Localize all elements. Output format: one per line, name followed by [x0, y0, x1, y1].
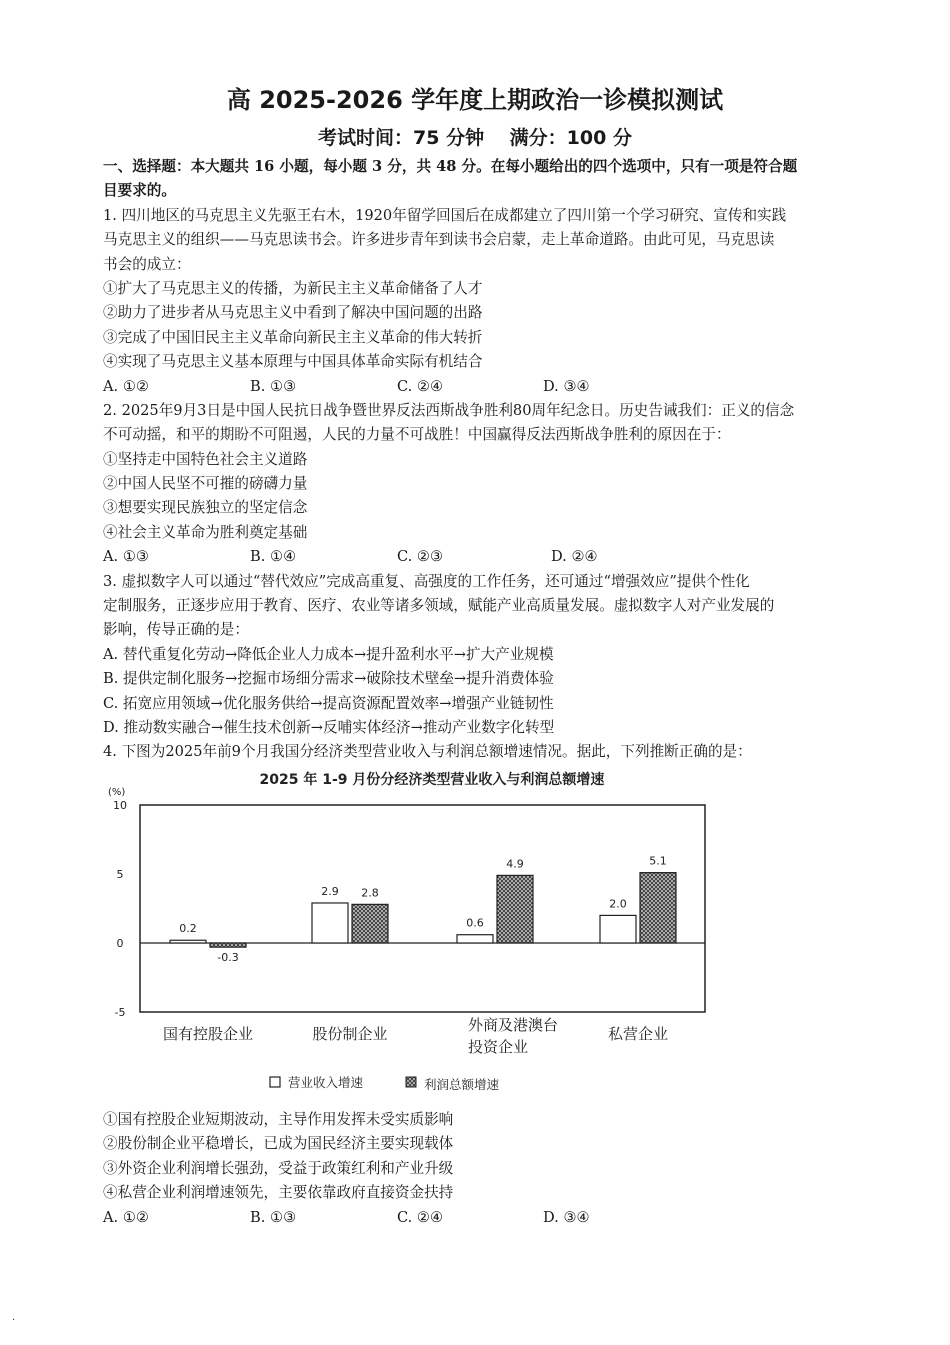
legend-label-revenue: 营业收入增速	[288, 1075, 364, 1090]
option-c: C. 拓宽应用领域→优化服务供给→提高资源配置效率→增强产业链韧性	[103, 694, 554, 712]
category-label: 外商及港澳台	[468, 1016, 559, 1034]
statement: ③完成了中国旧民主主义革命向新民主主义革命的伟大转折	[103, 328, 483, 346]
statement: ①国有控股企业短期波动，主导作用发挥未受实质影响	[103, 1111, 454, 1128]
statement: ②中国人民坚不可摧的磅礴力量	[103, 475, 308, 493]
statement: ②助力了进步者从马克思主义中看到了解决中国问题的出路	[103, 304, 483, 322]
data-label: -0.3	[217, 951, 239, 964]
answer-options	[103, 545, 855, 569]
footer-mark: .	[12, 1312, 16, 1323]
legend-swatch-profit	[406, 1077, 416, 1087]
option-b: B. ①③	[250, 377, 297, 395]
legend-swatch-revenue	[270, 1077, 280, 1087]
statement: ③想要实现民族独立的坚定信念	[103, 499, 308, 517]
profit-bar	[497, 875, 533, 943]
category-label: 股份制企业	[312, 1025, 388, 1043]
option-c: C. ②④	[397, 1208, 444, 1226]
y-tick-label: 0	[116, 937, 124, 950]
section-heading: 目要求的。	[103, 182, 176, 200]
legend-label-profit: 利润总额增速	[424, 1077, 500, 1092]
question-stem: 书会的成立：	[103, 255, 191, 273]
option-b: B. ①③	[250, 1208, 297, 1226]
statement: ②股份制企业平稳增长，已成为国民经济主要实现载体	[103, 1135, 454, 1153]
option-b: B. ①④	[250, 548, 297, 566]
category-label: 投资企业	[468, 1038, 529, 1056]
growth-bar-chart	[100, 763, 720, 1108]
profit-bar	[640, 873, 676, 943]
option-c: C. ②③	[397, 548, 444, 566]
question-1	[103, 204, 855, 399]
statement: ①扩大了马克思主义的传播，为新民主主义革命储备了人才	[103, 279, 483, 297]
answer-options	[103, 1206, 855, 1230]
question-3	[103, 570, 855, 741]
y-tick-label: -5	[114, 1006, 126, 1019]
y-axis-unit: (%)	[108, 787, 126, 798]
data-label: 2.8	[361, 886, 379, 900]
data-label: 2.0	[609, 897, 627, 911]
exam-info: 考试时间：75 分钟 满分：100 分	[318, 127, 632, 149]
question-4-content	[103, 1108, 855, 1230]
y-tick-label: 5	[116, 868, 124, 881]
option-d: D. ②④	[551, 548, 598, 566]
legend	[270, 1075, 500, 1092]
data-label: 5.1	[649, 854, 667, 868]
answer-options	[103, 375, 855, 399]
y-tick-label: 10	[113, 799, 127, 812]
option-d: D. 推动数实融合→催生技术创新→反哺实体经济→推动产业数字化转型	[103, 718, 555, 736]
profit-bar	[210, 943, 246, 947]
statement: ④社会主义革命为胜利奠定基础	[103, 523, 308, 541]
statement: ④私营企业利润增速领先，主要依靠政府直接资金扶持	[103, 1184, 454, 1202]
statement: ④实现了马克思主义基本原理与中国具体革命实际有机结合	[103, 353, 483, 371]
chart-title: 2025 年 1-9 月份分经济类型营业收入与利润总额增速	[259, 772, 605, 788]
data-label: 4.9	[506, 857, 524, 871]
revenue-bar	[170, 940, 206, 943]
revenue-bar	[312, 903, 348, 943]
question-stem: 3. 虚拟数字人可以通过“替代效应”完成高重复、高强度的工作任务，还可通过“增强效应”提供个性化	[103, 572, 750, 590]
question-stem: 影响，传导正确的是：	[103, 621, 249, 639]
option-d: D. ③④	[543, 1208, 590, 1226]
question-stem: 不可动摇，和平的期盼不可阻遏，人民的力量不可战胜！中国赢得反法西斯战争胜利的原因在于：	[103, 426, 731, 444]
category-label: 国有控股企业	[162, 1025, 254, 1043]
data-label: 0.2	[179, 922, 197, 936]
option-a: A. ①③	[103, 548, 149, 566]
category-label: 私营企业	[607, 1025, 669, 1043]
question-2	[103, 399, 855, 570]
revenue-bar	[600, 915, 636, 943]
upper-content	[103, 155, 855, 765]
option-a: A. ①②	[103, 1208, 149, 1226]
option-c: C. ②④	[397, 377, 444, 395]
question-stem: 1. 四川地区的马克思主义先驱王右木，1920年留学回国后在成都建立了四川第一个学习研究、宣传和实践	[103, 206, 787, 224]
data-label: 2.9	[321, 884, 339, 898]
question-stem: 定制服务，正逐步应用于教育、医疗、农业等诸多领域，赋能产业高质量发展。虚拟数字人对产业发展的	[103, 597, 775, 615]
question-stem: 马克思主义的组织——马克思读书会。许多进步青年到读书会启蒙，走上革命道路。由此可见，马克思读	[103, 231, 775, 249]
page-title: 高 2025-2026 学年度上期政治一诊模拟测试	[226, 86, 724, 114]
question-stem: 2. 2025年9月3日是中国人民抗日战争暨世界反法西斯战争胜利80周年纪念日。历史告诫我们：正义的信念	[103, 401, 795, 419]
question-4-stem: 4. 下图为2025年前9个月我国分经济类型营业收入与利润总额增速情况。据此，下列推断正确的是：	[103, 743, 752, 761]
option-d: D. ③④	[543, 377, 590, 395]
option-b: B. 提供定制化服务→挖掘市场细分需求→破除技术壁垒→提升消费体验	[103, 670, 554, 688]
data-label: 0.6	[466, 916, 484, 930]
statement: ①坚持走中国特色社会主义道路	[103, 450, 308, 468]
profit-bar	[352, 904, 388, 943]
section-heading: 一、选择题：本大题共 16 小题，每小题 3 分，共 48 分。在每小题给出的四个选项中，只有一项是符合题	[103, 158, 798, 175]
statement: ③外资企业利润增长强劲，受益于政策红利和产业升级	[103, 1159, 454, 1177]
option-a: A. ①②	[103, 377, 149, 395]
revenue-bar	[457, 935, 493, 943]
option-a: A. 替代重复化劳动→降低企业人力成本→提升盈利水平→扩大产业规模	[103, 645, 554, 663]
